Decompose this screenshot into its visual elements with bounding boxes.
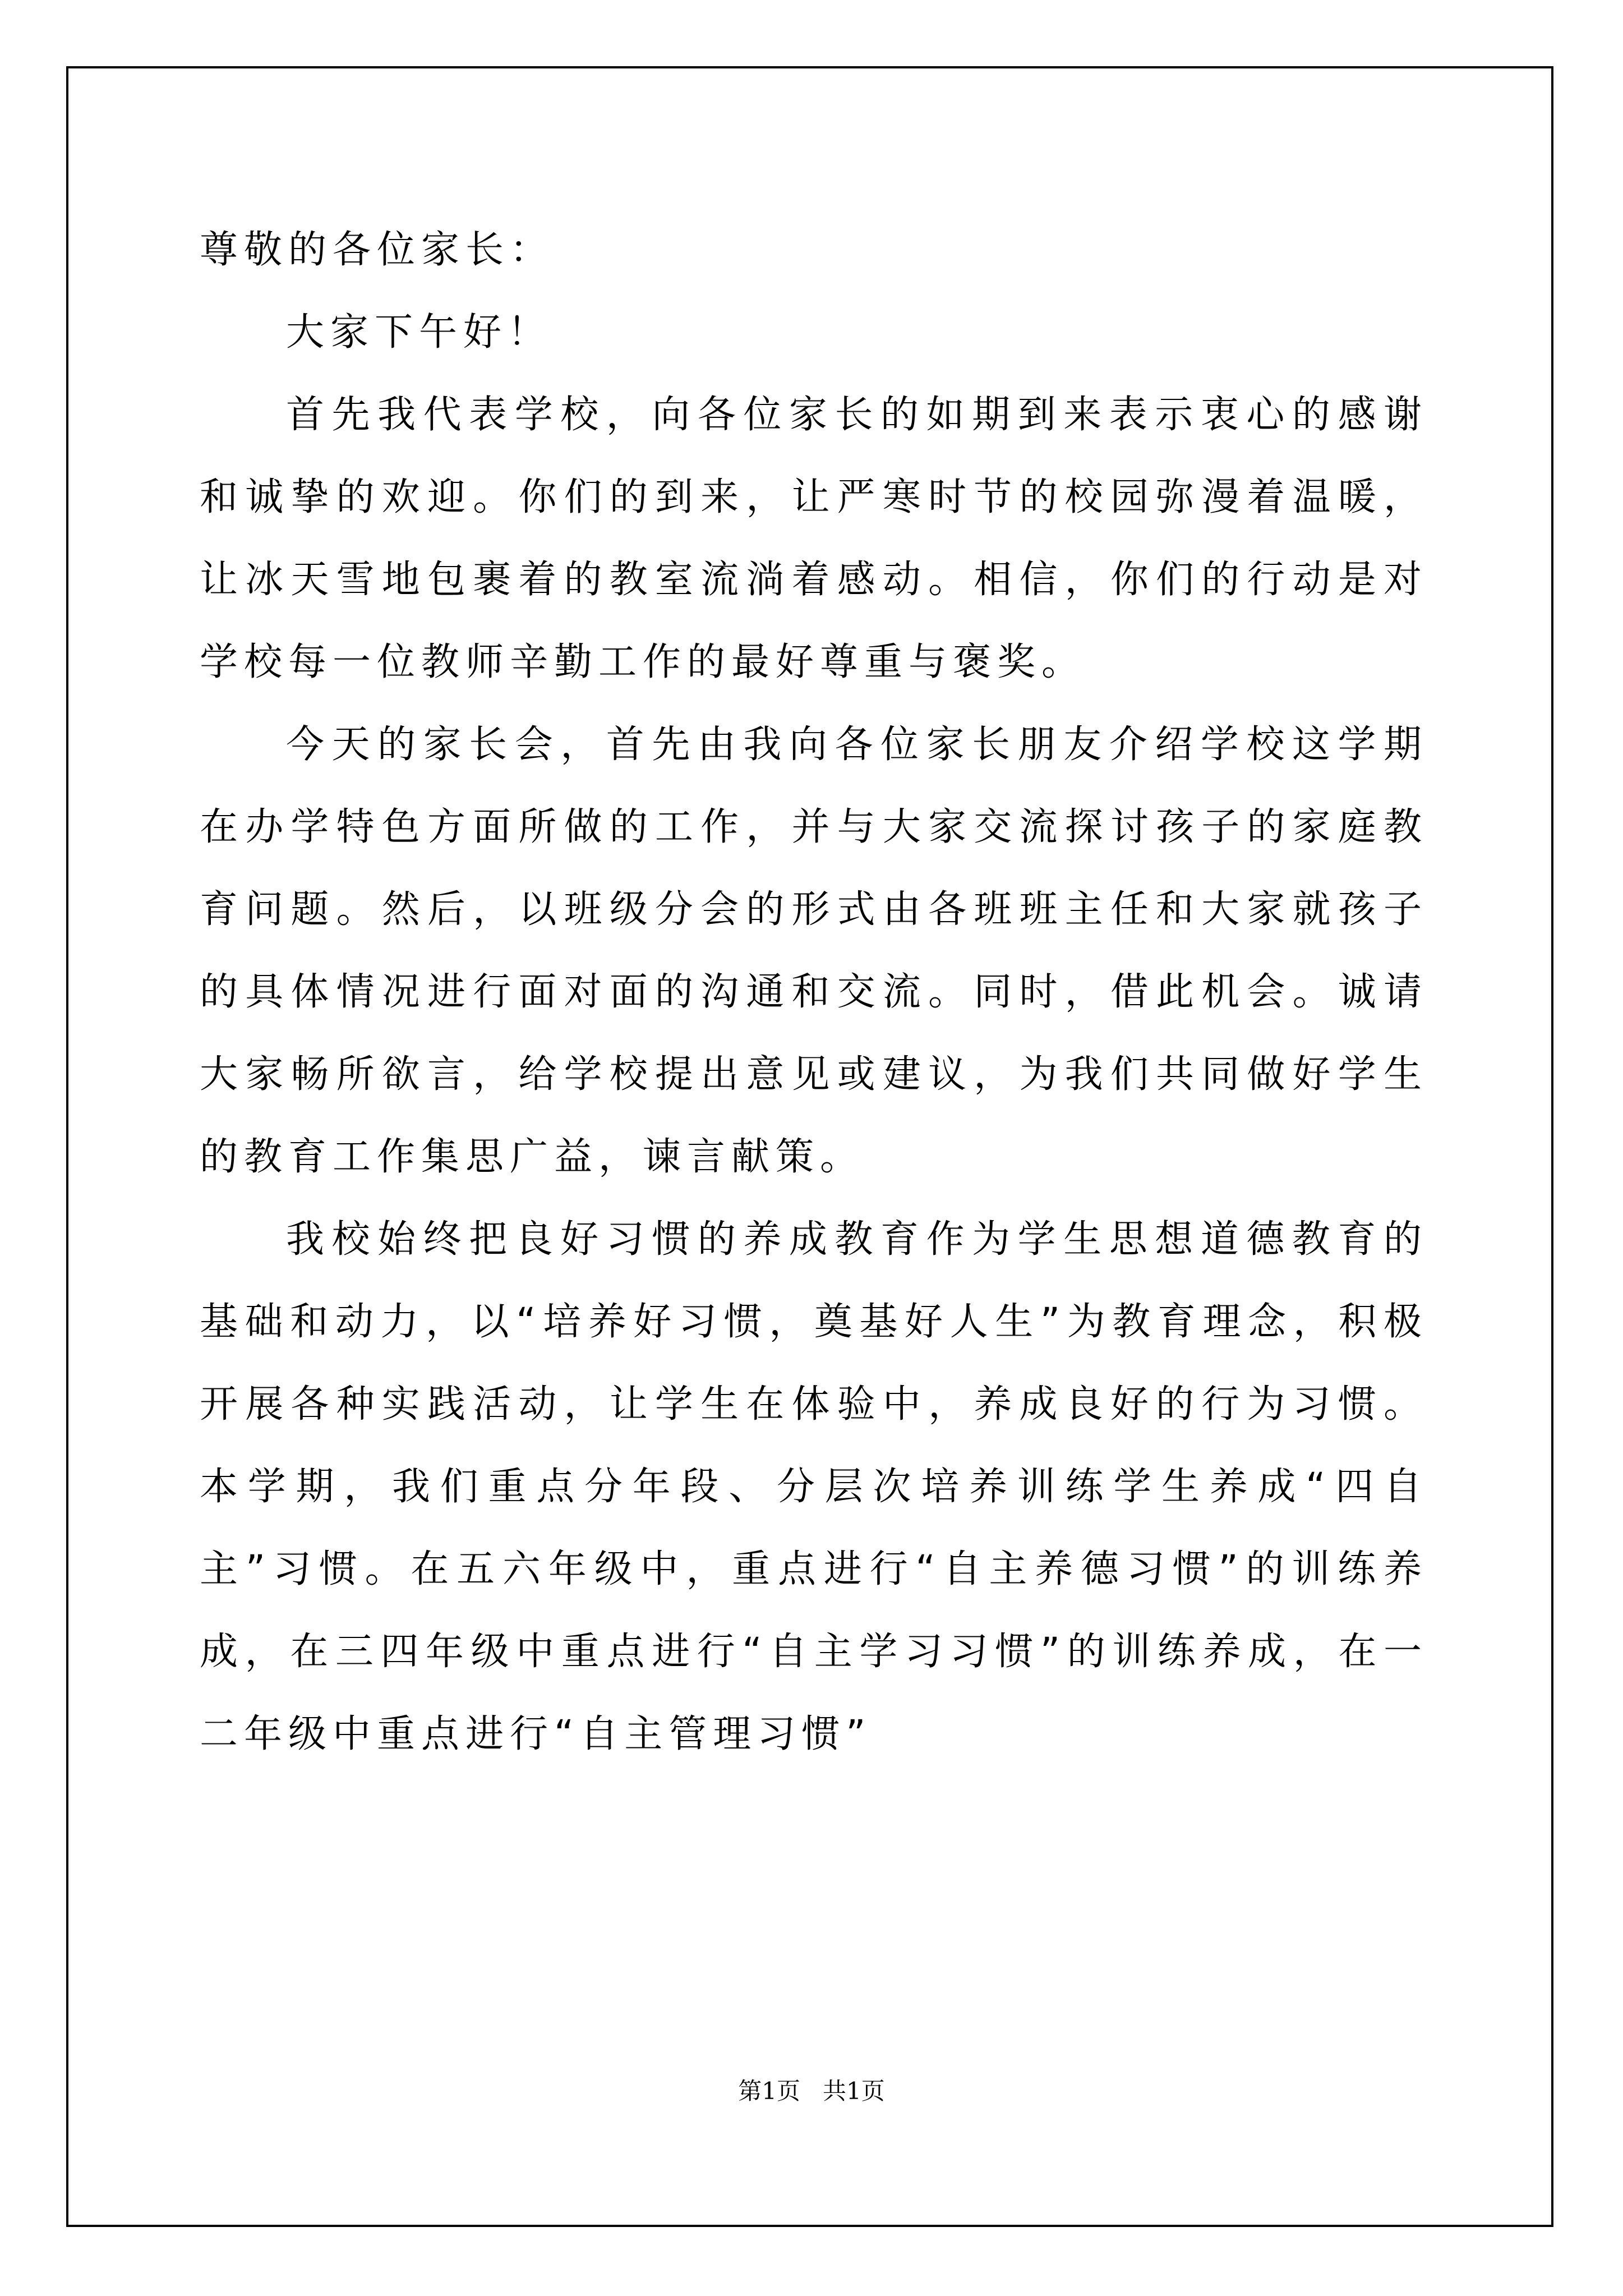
salutation: 尊敬的各位家长： bbox=[200, 228, 555, 272]
page-total: 共1页 bbox=[823, 2077, 885, 2105]
greeting: 大家下午好！ bbox=[286, 310, 552, 355]
paragraph-1: 首先我代表学校，向各位家长的如期到来表示衷心的感谢和诚挚的欢迎。你们的到来，让严寒时节的校园弥漫着温暖，让冰天雪地包裹着的教室流淌着感动。相信，你们的行动是对学校每一位教师辛勤工作的最好尊重与褒奖。 bbox=[200, 393, 1428, 684]
page-number: 第1页 bbox=[738, 2077, 800, 2105]
page-footer bbox=[0, 2073, 1623, 2106]
document-body bbox=[200, 209, 1428, 1775]
paragraph-2: 今天的家长会，首先由我向各位家长朋友介绍学校这学期在办学特色方面所做的工作，并与大家交流探讨孩子的家庭教育问题。然后，以班级分会的形式由各班班主任和大家就孩子的具体情况进行面对面的沟通和交流。同时，借此机会。诚请大家畅所欲言，给学校提出意见或建议，为我们共同做好学生的教育工作集思广益，谏言献策。 bbox=[200, 723, 1428, 1179]
paragraph-3: 我校始终把良好习惯的养成教育作为学生思想道德教育的基础和动力，以“培养好习惯，奠基好人生”为教育理念，积极开展各种实践活动，让学生在体验中，养成良好的行为习惯。本学期，我们重点分年段、分层次培养训练学生养成“四自主”习惯。在五六年级中，重点进行“自主养德习惯”的训练养成，在三四年级中重点进行“自主学习习惯”的训练养成，在一二年级中重点进行“自主管理习惯” bbox=[200, 1217, 1428, 1756]
